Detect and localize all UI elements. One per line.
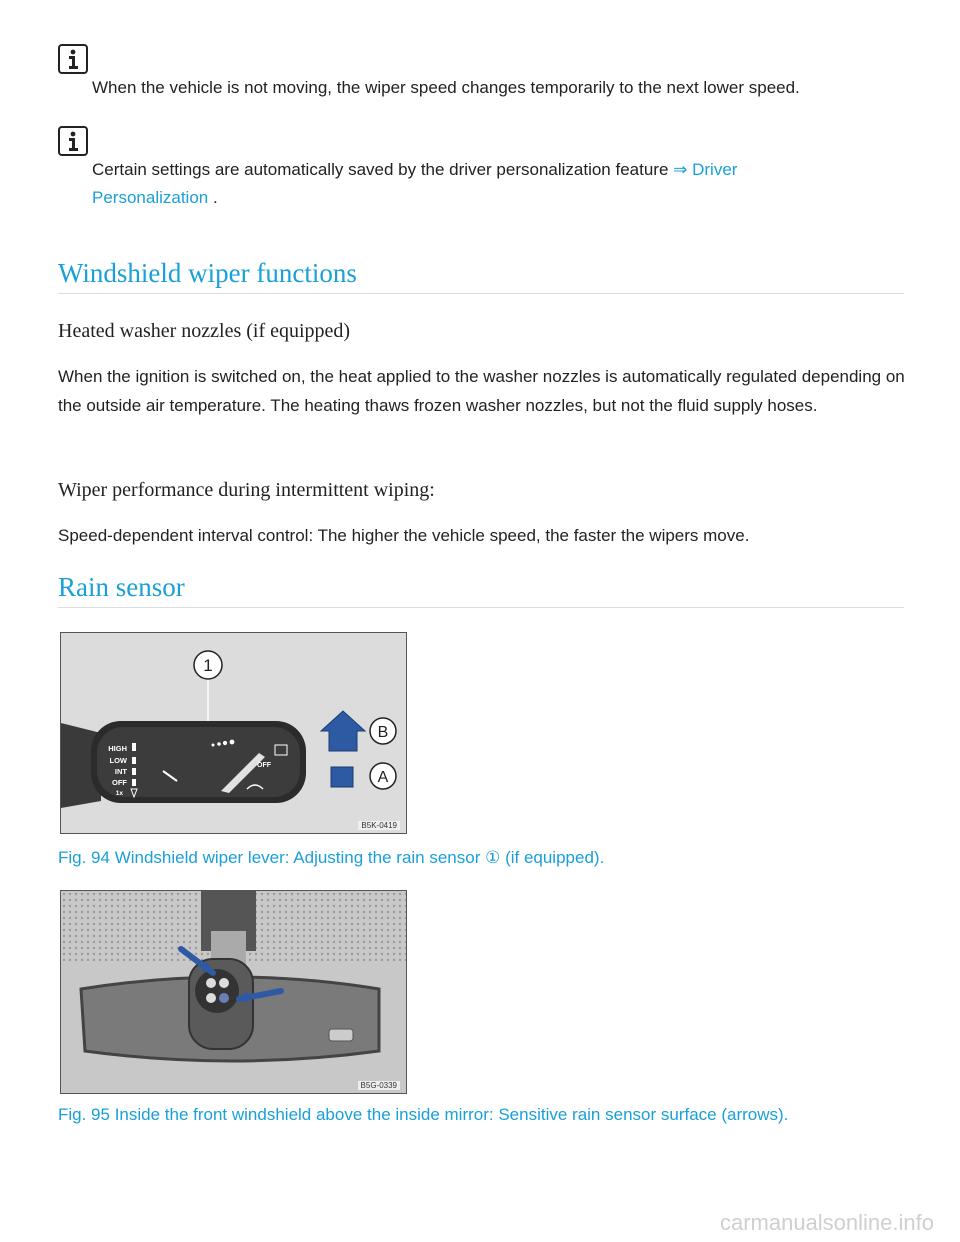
callout-1-label: 1	[203, 656, 213, 675]
svg-text:A: A	[377, 769, 389, 786]
section-title-windshield: Windshield wiper functions	[58, 258, 904, 294]
note-text	[92, 156, 852, 212]
info-icon	[58, 126, 88, 156]
svg-text:INT: INT	[114, 767, 127, 776]
heading-heated-nozzles: Heated washer nozzles (if equipped)	[58, 320, 351, 342]
paragraph-intermittent: Speed-dependent interval control: The higher the vehicle speed, the faster the wipers move.	[58, 526, 750, 545]
figure-94-wiper-lever	[60, 632, 407, 834]
figure-94-caption: Fig. 94 Windshield wiper lever: Adjusting the rain sensor ① (if equipped).	[58, 848, 605, 867]
wiper-lever-illustration	[61, 633, 406, 833]
figure-code: B5K-0419	[358, 821, 400, 830]
svg-text:1x: 1x	[115, 790, 123, 797]
figure-95-rain-sensor	[60, 890, 407, 1094]
figure-95-caption: Fig. 95 Inside the front windshield above the inside mirror: Sensitive rain sensor surface (arrows).	[58, 1105, 789, 1124]
svg-text:HIGH: HIGH	[108, 744, 127, 753]
svg-text:OFF: OFF	[257, 762, 271, 769]
rain-sensor-illustration	[61, 891, 406, 1093]
square-a-icon	[331, 767, 353, 787]
driver-personalization-link[interactable]: ⇒ Driver Personalization	[92, 160, 738, 207]
info-note-2	[58, 126, 918, 216]
svg-text:OFF: OFF	[112, 778, 127, 787]
note-text-body: Certain settings are automatically saved by the driver personalization feature	[92, 160, 674, 179]
section-title-rain-sensor: Rain sensor	[58, 572, 904, 608]
paragraph-heated-nozzles: When the ignition is switched on, the heat applied to the washer nozzles is automatically regulated depending on the outside air temperature. The heating thaws frozen washer nozzles, but not the fluid supply hoses.	[58, 367, 905, 415]
watermark: carmanualsonline.info	[719, 1210, 934, 1235]
note-text: When the vehicle is not moving, the wiper speed changes temporarily to the next lower speed.	[92, 78, 800, 97]
note-suffix: .	[208, 188, 218, 207]
info-icon	[58, 44, 88, 74]
heading-intermittent: Wiper performance during intermittent wiping:	[58, 479, 435, 501]
info-note-1	[58, 44, 918, 100]
svg-text:B: B	[377, 724, 389, 741]
figure-code: B5G-0339	[358, 1081, 400, 1090]
svg-text:LOW: LOW	[109, 756, 127, 765]
